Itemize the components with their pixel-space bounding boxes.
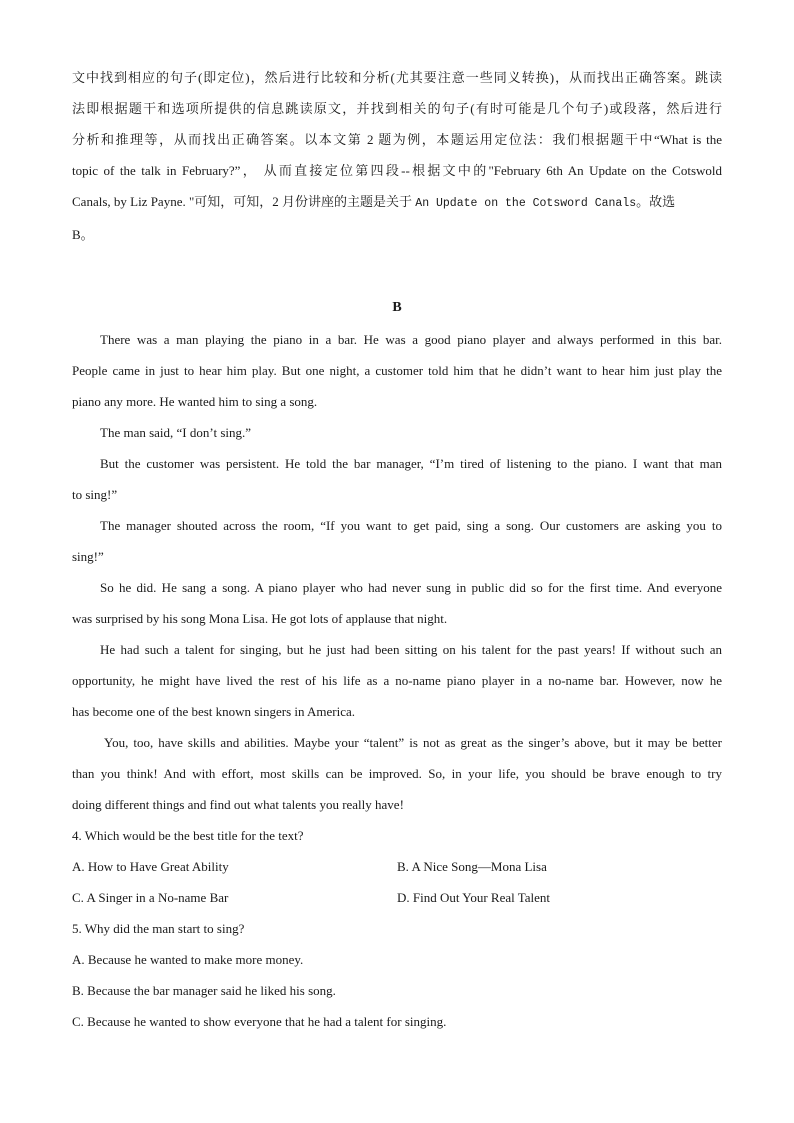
explanation-line: 分析和推理等，从而找出正确答案。以本文第 2 题为例，本题运用定位法：我们根据题干中“What is the bbox=[72, 132, 722, 147]
passage-line: to sing!” bbox=[72, 487, 118, 502]
section-title: B bbox=[392, 300, 402, 315]
question-stem: 5. Why did the man start to sing? bbox=[72, 921, 245, 936]
option-d: D. Find Out Your Real Talent bbox=[397, 890, 551, 905]
explanation-line: 文中找到相应的句子(即定位)，然后进行比较和分析(尤其要注意一些同义转换)，从而找出正确答案。跳读 bbox=[72, 70, 722, 85]
option-a: A. How to Have Great Ability bbox=[72, 859, 229, 874]
option-b: B. Because the bar manager said he liked his song. bbox=[72, 983, 336, 998]
passage-line: The man said, “I don’t sing.” bbox=[100, 425, 252, 440]
explanation-text: 。故选 bbox=[636, 194, 676, 209]
passage-line: was surprised by his song Mona Lisa. He got lots of applause that night. bbox=[72, 611, 448, 626]
question-stem: 4. Which would be the best title for the text? bbox=[72, 828, 304, 843]
option-c: C. A Singer in a No-name Bar bbox=[72, 890, 229, 905]
passage-line: doing different things and find out what talents you really have! bbox=[72, 797, 404, 812]
passage-line: People came in just to hear him play. But one night, a customer told him that he didn’t want to hear him just play the bbox=[72, 363, 722, 378]
options-row bbox=[72, 882, 722, 913]
passage-line: has become one of the best known singers in America. bbox=[72, 704, 356, 719]
passage-line: The manager shouted across the room, “If you want to get paid, sing a song. Our customers are asking you to bbox=[100, 518, 722, 533]
passage-line: sing!” bbox=[72, 549, 104, 564]
passage-line: You, too, have skills and abilities. Maybe your “talent” is not as great as the singer’s above, but it may be better bbox=[104, 735, 722, 750]
options-row bbox=[72, 851, 722, 882]
explanation-text: Canals, by Liz Payne. "可知，可知，2 月份讲座的主题是关于 bbox=[72, 194, 416, 209]
option-c: C. Because he wanted to show everyone that he had a talent for singing. bbox=[72, 1014, 447, 1029]
explanation-line: 法即根据题干和选项所提供的信息跳读原文，并找到相关的句子(有时可能是几个句子)或段落，然后进行 bbox=[72, 101, 722, 116]
explanation-paragraph bbox=[72, 62, 722, 250]
option-a: A. Because he wanted to make more money. bbox=[72, 952, 304, 967]
passage-line: But the customer was persistent. He told the bar manager, “I’m tired of listening to the piano. I want that man bbox=[100, 456, 722, 471]
passage-line: So he did. He sang a song. A piano player who had never sung in public did so for the first time. And everyone bbox=[100, 580, 722, 595]
document-page bbox=[72, 62, 722, 1037]
passage-line: He had such a talent for singing, but he just had been sitting on his talent for the past years! If without such an bbox=[100, 642, 722, 657]
passage-line: There was a man playing the piano in a bar. He was a good piano player and always performed in this bar. bbox=[100, 332, 722, 347]
passage-line: piano any more. He wanted him to sing a song. bbox=[72, 394, 318, 409]
passage-line: opportunity, he might have lived the rest of his life as a no-name piano player in a no-name bar. However, now he bbox=[72, 673, 722, 688]
option-b: B. A Nice Song—Mona Lisa bbox=[397, 859, 547, 874]
quoted-title-mono: An Update on the Cotsword Canals bbox=[415, 197, 637, 210]
explanation-line bbox=[72, 186, 722, 219]
question-5 bbox=[72, 913, 722, 1037]
explanation-line: topic of the talk in February?”， 从而直接定位第四段--根据文中的"February 6th An Update on the Cotswold bbox=[72, 163, 722, 178]
passage-line: than you think! And with effort, most skills can be improved. So, in your life, you should be brave enough to try bbox=[72, 766, 722, 781]
explanation-line: B。 bbox=[72, 227, 94, 242]
question-4 bbox=[72, 820, 722, 913]
reading-passage bbox=[72, 324, 722, 820]
